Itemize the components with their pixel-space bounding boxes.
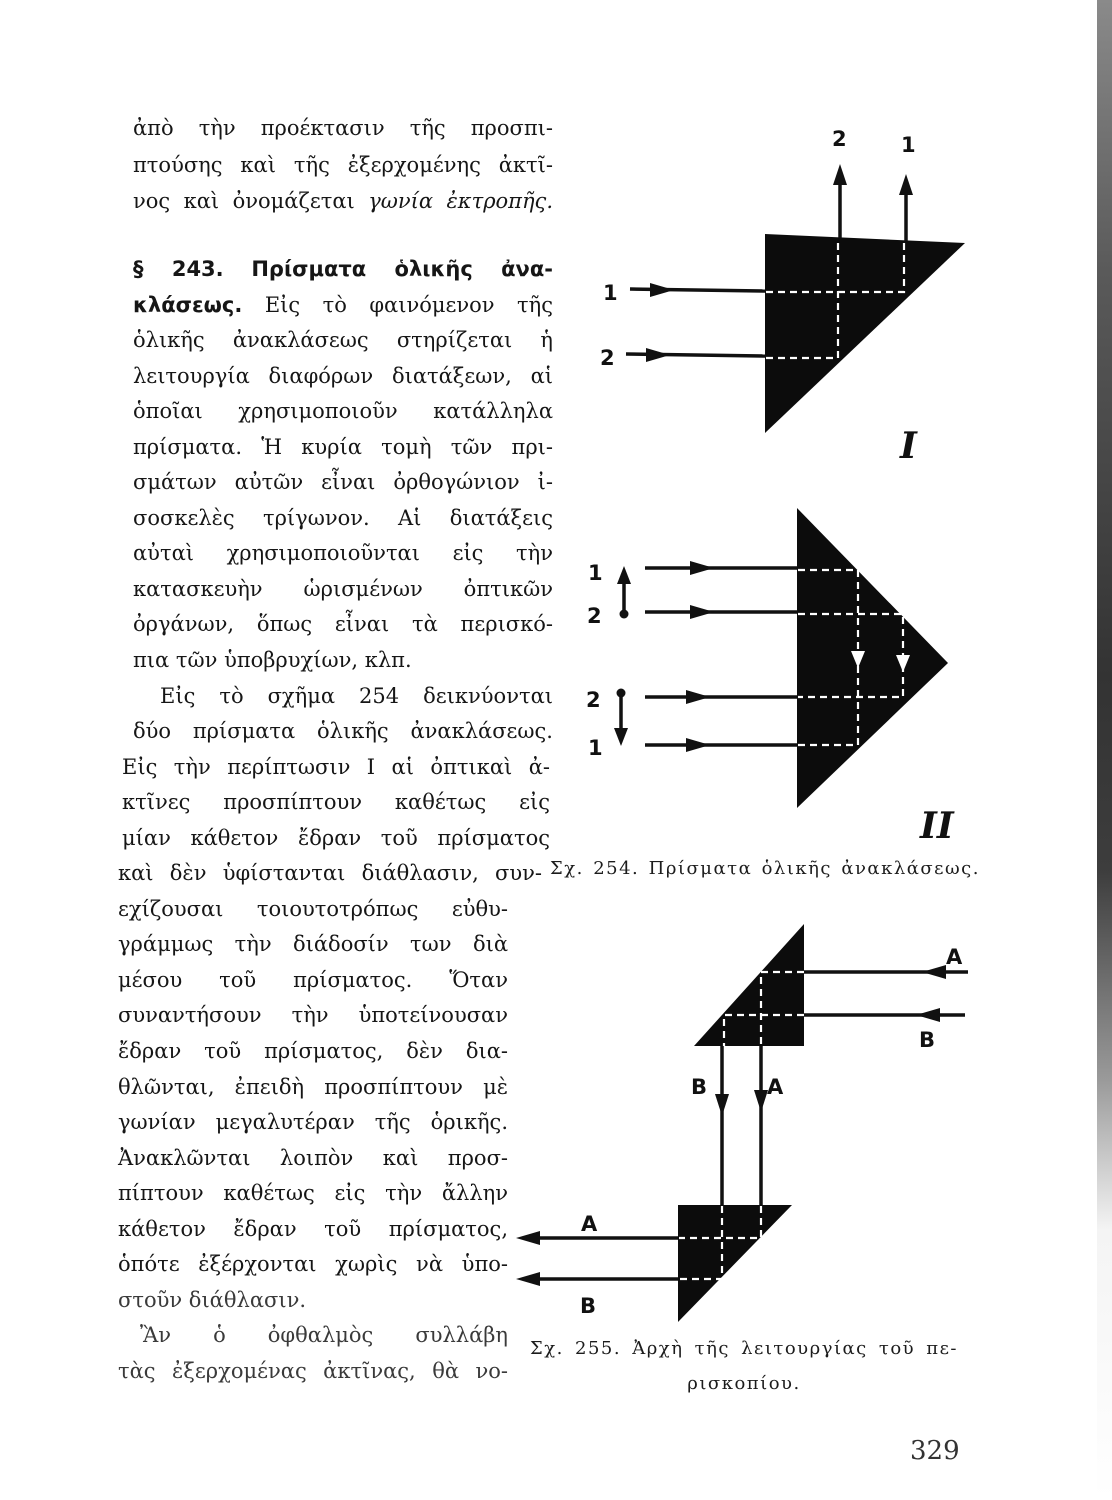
text-line: γωνίαν μεγαλυτέραν τῆς ὁρικῆς. — [118, 1110, 508, 1135]
text-line: Ἂν ὁ ὀφθαλμὸς συλλάβη — [140, 1323, 508, 1348]
arrowhead-down-icon — [754, 1090, 768, 1112]
text-line: πίπτουν καθέτως εἰς τὴν ἄλλην — [118, 1181, 508, 1206]
text-line: σοσκελὲς τρίγωνον. Αἱ διατάξεις — [133, 505, 553, 530]
output-label-2: 2 — [832, 127, 847, 151]
text-line: καὶ δὲν ὑφίστανται διάθλασιν, συν- — [118, 861, 542, 886]
figure-255-caption-line-1: Σχ. 255. Ἀρχὴ τῆς λειτουργίας τοῦ πε- — [530, 1338, 958, 1359]
side-label: 2 — [587, 604, 602, 628]
arrowhead-down-icon — [614, 728, 628, 746]
arrowhead-up-icon — [617, 566, 631, 584]
text-line: ὀργάνων, ὅπως εἶναι τὰ περισκό- — [133, 612, 553, 637]
text-line: σμάτων αὐτῶν εἶναι ὀρθογώνιον ἰ- — [133, 470, 553, 495]
figure-254-panel-2 — [586, 508, 955, 847]
text-line: πρίσματα. Ἡ κυρία τομὴ τῶν πρι- — [133, 434, 553, 459]
lower-prism — [678, 1205, 792, 1322]
deviation-angle-term: γωνία ἐκτροπῆς. — [368, 189, 553, 213]
text-line: λειτουργία διαφόρων διατάξεων, αἱ — [133, 363, 553, 388]
ray-label-b-out: B — [580, 1294, 597, 1318]
arrowhead-left-icon — [516, 1231, 540, 1245]
text-line: κατασκευὴν ὡρισμένων ὀπτικῶν — [133, 576, 553, 601]
side-label: 2 — [586, 688, 601, 712]
text-line: ὁποῖαι χρησιμοποιοῦν κατάλληλα — [133, 399, 553, 424]
input-label-1: 1 — [603, 281, 618, 305]
text-line: γράμμως τὴν διάδοσίν των διὰ — [118, 932, 508, 957]
arrowhead-right-icon — [646, 348, 670, 362]
page-number: 329 — [910, 1436, 960, 1466]
arrowhead-right-icon — [686, 738, 710, 752]
text-line: κτῖνες προσπίπτουν καθέτως εἰς — [122, 790, 550, 815]
text-segment: νος καὶ ὀνομάζεται — [133, 189, 355, 213]
arrowhead-up-icon — [833, 164, 847, 185]
arrowhead-left-icon — [916, 1008, 940, 1022]
text-line: κάθετον ἔδραν τοῦ πρίσματος, — [118, 1216, 508, 1241]
text-line: Εἰς τὸ σχῆμα 254 δεικνύονται — [160, 683, 553, 708]
ray-label-a-in: A — [946, 945, 963, 969]
text-line: πια τῶν ὑποβρυχίων, κλπ. — [133, 648, 412, 673]
input-label-2: 2 — [600, 346, 615, 370]
arrowhead-up-icon — [899, 174, 913, 195]
arrowhead-left-icon — [922, 965, 946, 979]
text-line: Ἀνακλῶνται λοιπὸν καὶ προσ- — [118, 1145, 508, 1170]
side-label: 1 — [588, 736, 603, 760]
arrowhead-down-icon — [715, 1094, 729, 1116]
arrowhead-left-icon — [516, 1272, 540, 1286]
ray-label-b-in: B — [919, 1028, 936, 1052]
text-segment: Εἰς τὸ φαινόμενον τῆς — [264, 292, 553, 317]
figure-254-panel-1 — [600, 127, 965, 467]
side-label: 1 — [588, 561, 603, 585]
section-number: § 243. — [133, 257, 224, 281]
arrowhead-right-icon — [686, 690, 710, 704]
text-line: ὁλικῆς ἀνακλάσεως στηρίζεται ἡ — [133, 328, 553, 353]
ray-label-a-out: A — [581, 1212, 598, 1236]
panel-numeral-2: II — [920, 805, 954, 847]
ray-label-a-down: A — [767, 1075, 784, 1099]
text-line: ὁπότε ἐξέρχονται χωρὶς νὰ ὑπο- — [118, 1252, 508, 1277]
ray-label-b-down: B — [691, 1075, 708, 1099]
marker-dot — [617, 689, 626, 698]
text-line: θλῶνται, ἐπειδὴ προσπίπτουν μὲ — [118, 1074, 508, 1099]
panel-numeral-1: I — [900, 425, 917, 467]
upper-prism — [694, 924, 804, 1046]
arrowhead-right-icon — [650, 283, 674, 297]
prism-right-angle — [765, 234, 965, 433]
text-line: ἀπὸ τὴν προέκτασιν τῆς προσπι- — [133, 116, 553, 140]
arrowhead-right-icon — [690, 561, 714, 575]
text-line: μίαν κάθετον ἔδραν τοῦ πρίσματος — [122, 825, 550, 850]
text-line: εχίζουσαι τοιουτοτρόπως εὐθυ- — [118, 896, 508, 921]
text-line: πτούσης καὶ τῆς ἐξερχομένης ἀκτῖ- — [133, 152, 553, 177]
marker-dot — [620, 610, 629, 619]
output-label-1: 1 — [901, 133, 916, 157]
section-title-part-2: κλάσεως. — [133, 292, 243, 317]
text-line: ἔδραν τοῦ πρίσματος, δὲν δια- — [118, 1039, 508, 1064]
text-line: στοῦν διάθλασιν. — [118, 1287, 307, 1312]
text-line: τὰς ἐξερχομένας ἀκτῖνας, θὰ νο- — [118, 1358, 508, 1383]
section-title-part-1: Πρίσματα ὁλικῆς ἀνα- — [251, 257, 553, 281]
arrowhead-right-icon — [690, 605, 714, 619]
figure-255-caption-line-2: ρισκοπίου. — [687, 1373, 801, 1394]
text-line: δύο πρίσματα ὁλικῆς ἀνακλάσεως. — [133, 719, 553, 744]
figure-254-caption: Σχ. 254. Πρίσματα ὁλικῆς ἀνακλάσεως. — [550, 858, 980, 879]
text-line: αὐταὶ χρησιμοποιοῦνται εἰς τὴν — [133, 541, 553, 566]
figure-255-periscope — [516, 924, 968, 1322]
text-line: μέσου τοῦ πρίσματος. Ὅταν — [118, 967, 508, 992]
text-line: Εἰς τὴν περίπτωσιν I αἱ ὀπτικαὶ ἀ- — [122, 754, 550, 779]
text-line: συναντήσουν τὴν ὑποτείνουσαν — [118, 1003, 508, 1028]
prism-right-angle — [797, 508, 948, 808]
